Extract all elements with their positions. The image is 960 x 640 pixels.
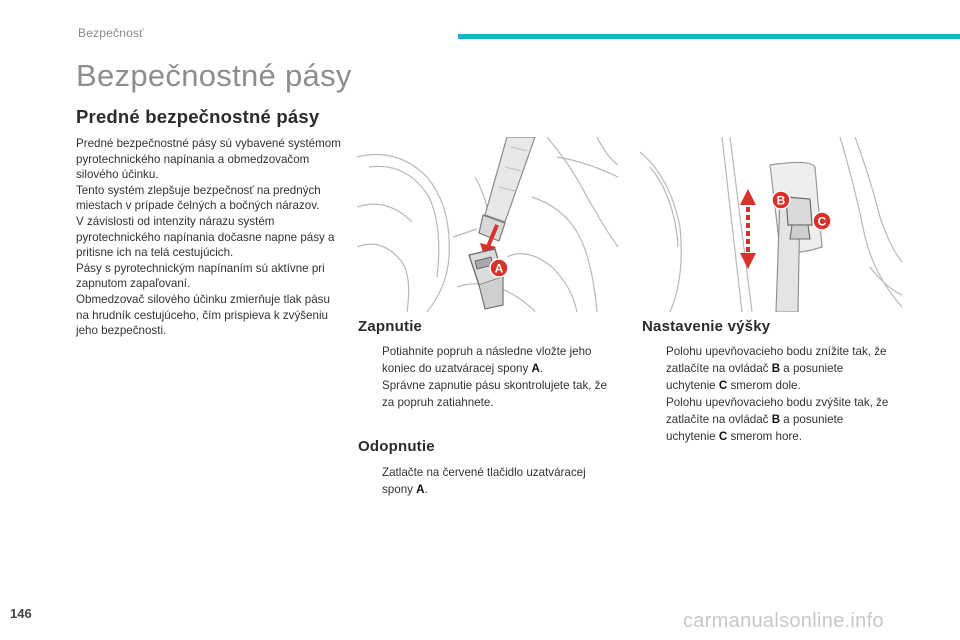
marker-b-label: B [776, 193, 786, 208]
item-text-end: smerom hore. [727, 430, 802, 443]
page-title: Bezpečnostné pásy [76, 58, 352, 93]
item-text: Polohu upevňovacieho bodu zvýšite tak, že zatlačíte na ovládač [666, 396, 889, 426]
item-text-mid: a posuniete uchytenie [666, 413, 844, 443]
marker-c-label: C [817, 214, 827, 229]
section-label: Bezpečnosť [78, 26, 144, 40]
page-number: 146 [10, 606, 32, 621]
intro-paragraph: Pásy s pyrotechnickým napínaním sú aktívne pri zapnutom zapaľovaní. [76, 261, 325, 291]
item-ref: A [416, 483, 425, 496]
buckle-illustration [357, 137, 618, 312]
intro-paragraph: Tento systém zlepšuje bezpečnosť na predných miestach v prípade čelných a bočných nárazov. [76, 183, 321, 213]
item-ref: A [531, 362, 540, 375]
buckle-drawing [357, 137, 618, 312]
marker-a-label: A [494, 261, 504, 276]
header-accent-bar [458, 34, 960, 39]
item-text-mid: a posuniete uchytenie [666, 362, 844, 392]
item-text: Správne zapnutie pásu skontrolujete tak, že za popruh zatiahnete. [382, 379, 607, 409]
item-ref: B [771, 413, 781, 426]
odopnutie-list [358, 464, 608, 498]
height-adjust-drawing [640, 137, 902, 312]
heading-odopnutie: Odopnutie [358, 438, 435, 455]
intro-paragraph: Predné bezpečnostné pásy sú vybavené systémom pyrotechnického napínania a obmedzovačom silového účinku. [76, 137, 341, 182]
subtitle: Predné bezpečnostné pásy [76, 106, 320, 127]
list-item [358, 343, 608, 377]
height-adjust-illustration [640, 137, 902, 312]
item-text-end: . [424, 483, 428, 496]
item-text: Zatlačte na červené tlačidlo uzatváracej spony [382, 466, 586, 496]
item-text: Polohu upevňovacieho bodu znížite tak, že zatlačíte na ovládač [666, 345, 887, 375]
list-item [358, 464, 608, 498]
list-item [642, 394, 892, 445]
intro-paragraph: V závislosti od intenzity nárazu systém pyrotechnického napínania dočasne napne pásy a pritisne ich na telá cestujúcich. [76, 214, 335, 260]
item-ref: C [718, 379, 728, 392]
item-ref: C [718, 430, 728, 443]
watermark: carmanualsonline.info [683, 610, 884, 632]
nastavenie-list [642, 343, 892, 445]
item-text: Potiahnite popruh a následne vložte jeho koniec do uzatváracej spony [382, 345, 592, 375]
list-item [642, 343, 892, 394]
intro-text [76, 136, 346, 339]
heading-nastavenie: Nastavenie výšky [642, 318, 771, 335]
item-ref: B [771, 362, 781, 375]
heading-zapnutie: Zapnutie [358, 318, 423, 335]
zapnutie-list [358, 343, 608, 411]
item-text-end: smerom dole. [727, 379, 801, 392]
item-text-end: . [539, 362, 544, 375]
intro-paragraph: Obmedzovač silového účinku zmierňuje tlak pásu na hrudník cestujúceho, čím prispieva k zvýšeniu jeho bezpečnosti. [76, 292, 330, 338]
list-item [358, 377, 608, 411]
